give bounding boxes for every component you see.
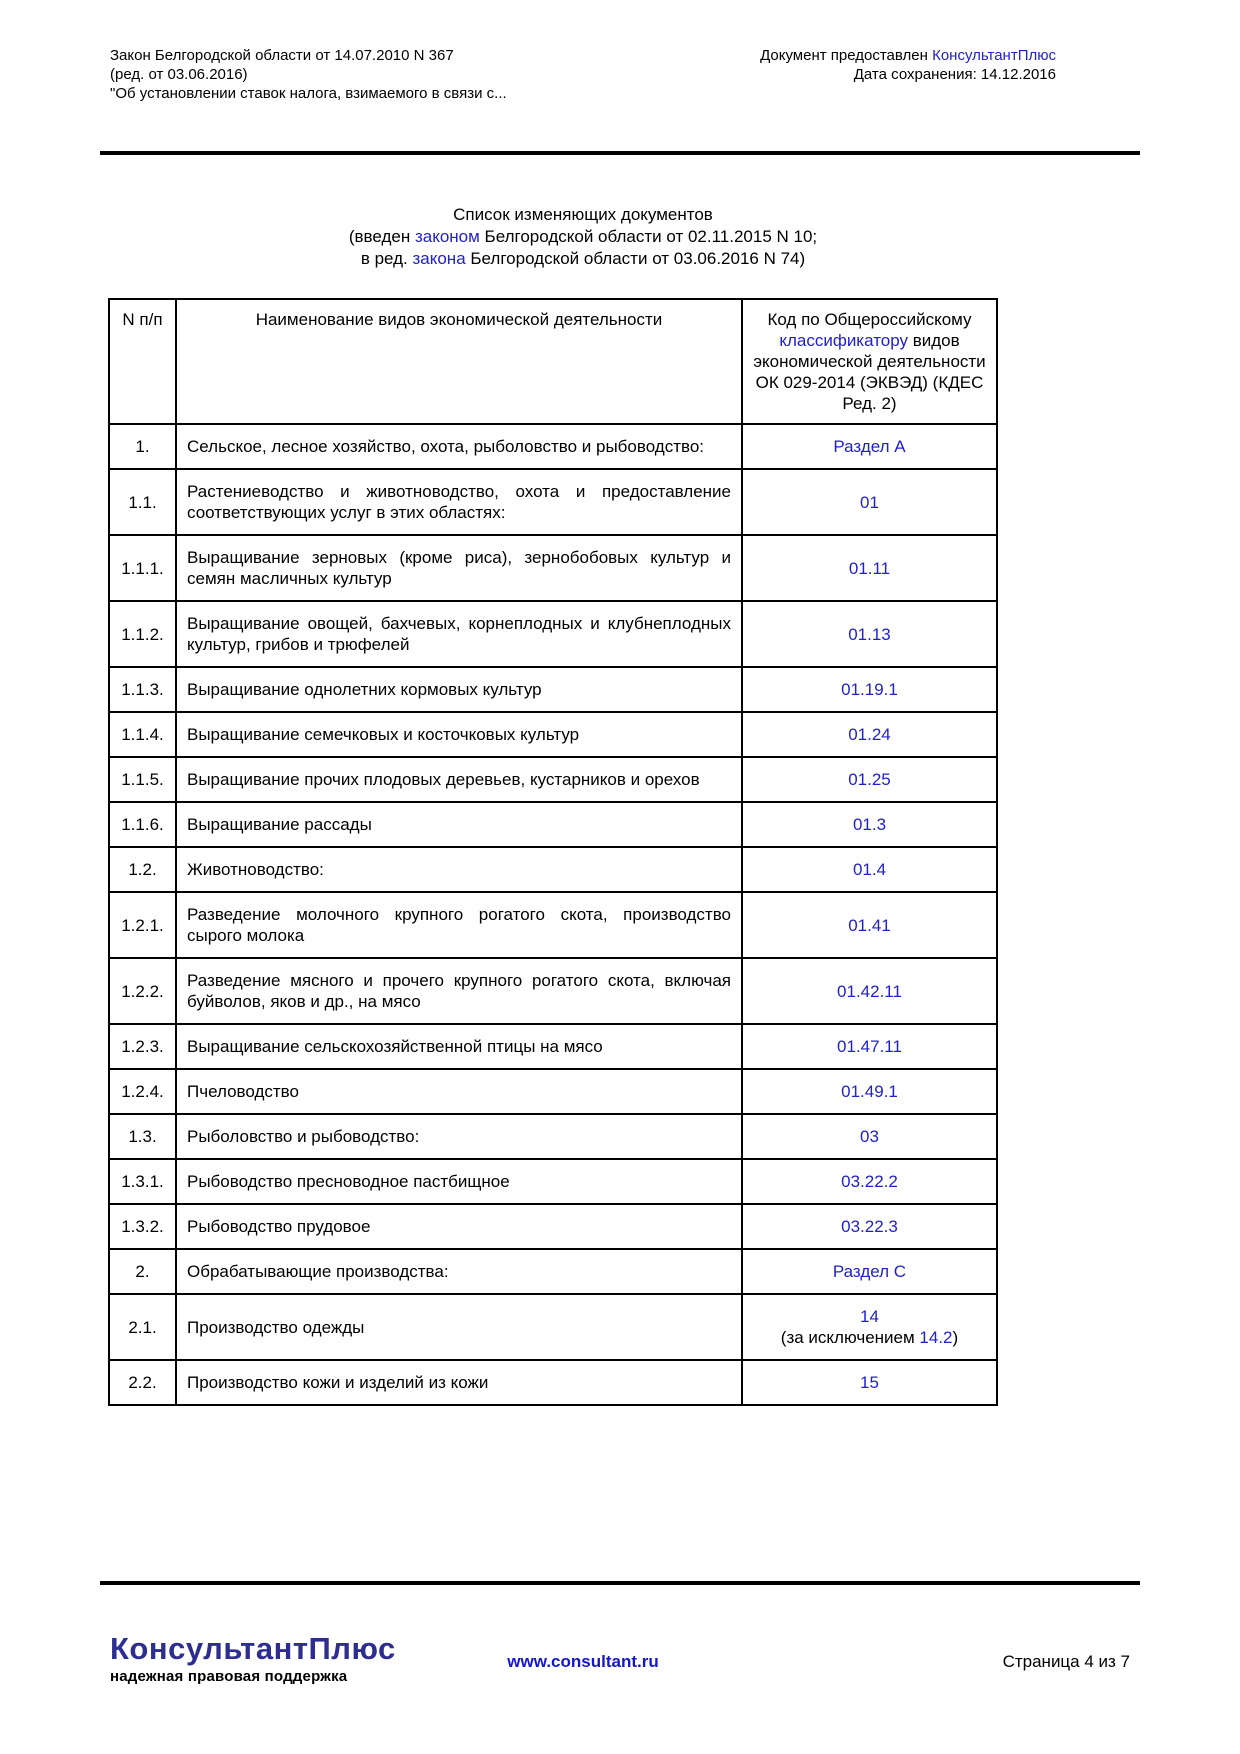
page-number: Страница 4 из 7 — [1002, 1652, 1130, 1671]
row-number: 1.2.4. — [109, 1069, 176, 1114]
column-header-num: N п/п — [109, 299, 176, 424]
activity-code-cell — [742, 892, 997, 958]
activity-name: Выращивание овощей, бахчевых, корнеплодных и клубнеплодных культур, грибов и трюфелей — [176, 601, 742, 667]
row-number: 2. — [109, 1249, 176, 1294]
table-row — [109, 1114, 997, 1159]
table-row — [109, 892, 997, 958]
row-number: 1.1.5. — [109, 757, 176, 802]
activity-code-cell — [742, 667, 997, 712]
code-link[interactable]: 01.47.11 — [837, 1037, 902, 1056]
row-number: 1. — [109, 424, 176, 469]
table-row — [109, 757, 997, 802]
code-link[interactable]: 01.11 — [848, 558, 891, 578]
law-subject-line: "Об установлении ставок налога, взимаемого в связи с... — [110, 85, 507, 102]
activity-code-cell — [742, 1159, 997, 1204]
activity-name: Выращивание зерновых (кроме риса), зернобобовых культур и семян масличных культур — [176, 535, 742, 601]
code-link[interactable]: 01.42.11 — [837, 981, 902, 1001]
activity-code-cell — [742, 1114, 997, 1159]
table-row — [109, 424, 997, 469]
row-number: 1.1.4. — [109, 712, 176, 757]
code-header-post: видов экономической деятельности ОК 029-2014 (ЭКВЭД) (КДЕС Ред. 2) — [753, 331, 986, 413]
table-row — [109, 469, 997, 535]
code-link[interactable]: 03.22.2 — [841, 1172, 898, 1191]
edition-law-link[interactable]: закона — [412, 249, 466, 268]
row-number: 2.2. — [109, 1360, 176, 1405]
activity-code-cell — [742, 1024, 997, 1069]
row-number: 1.3.2. — [109, 1204, 176, 1249]
activity-name: Рыбоводство пресноводное пастбищное — [176, 1159, 742, 1204]
column-header-code — [742, 299, 997, 424]
amendment-note — [110, 204, 1056, 270]
table-row — [109, 712, 997, 757]
okved-table-body — [109, 424, 997, 1405]
code-link[interactable]: 14 — [860, 1307, 879, 1326]
activity-code-cell — [742, 535, 997, 601]
code-link[interactable]: Раздел C — [832, 1262, 907, 1281]
activity-code-cell — [742, 712, 997, 757]
activity-name: Животноводство: — [176, 847, 742, 892]
code-link[interactable]: 14.2 — [919, 1328, 953, 1347]
row-number: 1.1.3. — [109, 667, 176, 712]
amendment-line3-post: Белгородской области от 03.06.2016 N 74) — [465, 249, 806, 268]
amendment-line3-pre: в ред. — [360, 249, 413, 268]
bottom-divider — [100, 1581, 1140, 1585]
table-row — [109, 1204, 997, 1249]
table-row — [109, 1159, 997, 1204]
activity-code-cell — [742, 1360, 997, 1405]
code-link[interactable]: 01 — [860, 492, 879, 512]
amendment-title: Список изменяющих документов — [453, 205, 713, 224]
code-link[interactable]: 01.13 — [848, 624, 891, 644]
introduced-law-link[interactable]: законом — [414, 227, 480, 246]
activity-code-cell — [742, 469, 997, 535]
row-number: 1.1.2. — [109, 601, 176, 667]
activity-name: Растениеводство и животноводство, охота и предоставление соответствующих услуг в этих областях: — [176, 469, 742, 535]
law-edition-line: (ред. от 03.06.2016) — [110, 66, 248, 83]
save-date: Дата сохранения: 14.12.2016 — [853, 66, 1056, 83]
code-link[interactable]: 01.24 — [848, 725, 891, 744]
consultantplus-link[interactable]: КонсультантПлюс — [932, 47, 1056, 64]
activity-code-cell — [742, 1249, 997, 1294]
amendment-line-edition — [110, 248, 1056, 270]
code-link[interactable]: 15 — [860, 1373, 879, 1392]
amendment-line2-post: Белгородской области от 02.11.2015 N 10; — [479, 227, 818, 246]
activity-code-cell — [742, 958, 997, 1024]
table-row — [109, 1294, 997, 1360]
activity-code-cell — [742, 1204, 997, 1249]
logo-subtitle: надежная правовая поддержка — [110, 1668, 348, 1685]
provided-by-line — [760, 46, 1056, 65]
table-row — [109, 667, 997, 712]
activity-name: Выращивание прочих плодовых деревьев, кустарников и орехов — [176, 757, 742, 802]
table-row — [109, 535, 997, 601]
row-number: 2.1. — [109, 1294, 176, 1360]
activity-name: Выращивание семечковых и косточковых культур — [176, 712, 742, 757]
code-link[interactable]: 01.41 — [848, 915, 891, 935]
code-link[interactable]: 01.49.1 — [841, 1082, 898, 1101]
provided-by-text: Документ предоставлен — [760, 47, 933, 64]
table-row — [109, 958, 997, 1024]
activity-code-cell — [742, 757, 997, 802]
table-row — [109, 1024, 997, 1069]
table-row — [109, 1249, 997, 1294]
top-divider — [100, 151, 1140, 155]
activity-name: Производство кожи и изделий из кожи — [176, 1360, 742, 1405]
activity-code-cell — [742, 1069, 997, 1114]
law-reference — [110, 46, 507, 103]
code-link[interactable]: 01.25 — [848, 770, 891, 789]
logo-title: КонсультантПлюс — [110, 1631, 396, 1666]
row-number: 1.2. — [109, 847, 176, 892]
consultant-site-link[interactable]: www.consultant.ru — [507, 1652, 659, 1671]
row-number: 1.1.1. — [109, 535, 176, 601]
code-link[interactable]: 01.3 — [852, 815, 887, 834]
law-title-line: Закон Белгородской области от 14.07.2010 N 367 — [110, 47, 454, 64]
row-number: 1.2.2. — [109, 958, 176, 1024]
activity-name: Производство одежды — [176, 1294, 742, 1360]
activity-code-cell — [742, 601, 997, 667]
activity-name: Обрабатывающие производства: — [176, 1249, 742, 1294]
activity-name: Сельское, лесное хозяйство, охота, рыболовство и рыбоводство: — [176, 424, 742, 469]
table-header-row — [109, 299, 997, 424]
activity-name: Разведение мясного и прочего крупного рогатого скота, включая буйволов, яков и др., на мясо — [176, 958, 742, 1024]
row-number: 1.3. — [109, 1114, 176, 1159]
provided-by-block — [760, 46, 1056, 103]
activity-name: Выращивание однолетних кормовых культур — [176, 667, 742, 712]
code-link[interactable]: 01.4 — [852, 860, 887, 879]
activity-name: Пчеловодство — [176, 1069, 742, 1114]
activity-name: Рыбоводство прудовое — [176, 1204, 742, 1249]
activity-name: Выращивание сельскохозяйственной птицы на мясо — [176, 1024, 742, 1069]
table-row — [109, 802, 997, 847]
column-header-name: Наименование видов экономической деятельности — [176, 299, 742, 424]
table-row — [109, 1360, 997, 1405]
activity-code-cell — [742, 1294, 997, 1360]
row-number: 1.1.6. — [109, 802, 176, 847]
amendment-line2-pre: (введен — [348, 227, 415, 246]
table-row — [109, 847, 997, 892]
okved-table — [108, 298, 998, 1406]
code-link[interactable]: 03.22.3 — [841, 1217, 898, 1236]
activity-name: Рыболовство и рыбоводство: — [176, 1114, 742, 1159]
row-number: 1.1. — [109, 469, 176, 535]
row-number: 1.3.1. — [109, 1159, 176, 1204]
row-number: 1.2.1. — [109, 892, 176, 958]
amendment-line-introduced — [110, 226, 1056, 248]
table-row — [109, 601, 997, 667]
table-row — [109, 1069, 997, 1114]
row-number: 1.2.3. — [109, 1024, 176, 1069]
classifier-link[interactable]: классификатору — [779, 331, 909, 350]
activity-code-cell — [742, 847, 997, 892]
document-header — [110, 46, 1056, 103]
activity-code-cell — [742, 424, 997, 469]
code-note: ) — [952, 1328, 959, 1347]
code-link[interactable]: 03 — [860, 1127, 879, 1146]
activity-name: Разведение молочного крупного рогатого скота, производство сырого молока — [176, 892, 742, 958]
code-note: (за исключением — [780, 1328, 920, 1347]
activity-code-cell — [742, 802, 997, 847]
code-link[interactable]: 01.19.1 — [841, 680, 898, 699]
code-header-pre: Код по Общероссийскому — [767, 310, 972, 329]
code-link[interactable]: Раздел A — [833, 437, 906, 456]
activity-name: Выращивание рассады — [176, 802, 742, 847]
